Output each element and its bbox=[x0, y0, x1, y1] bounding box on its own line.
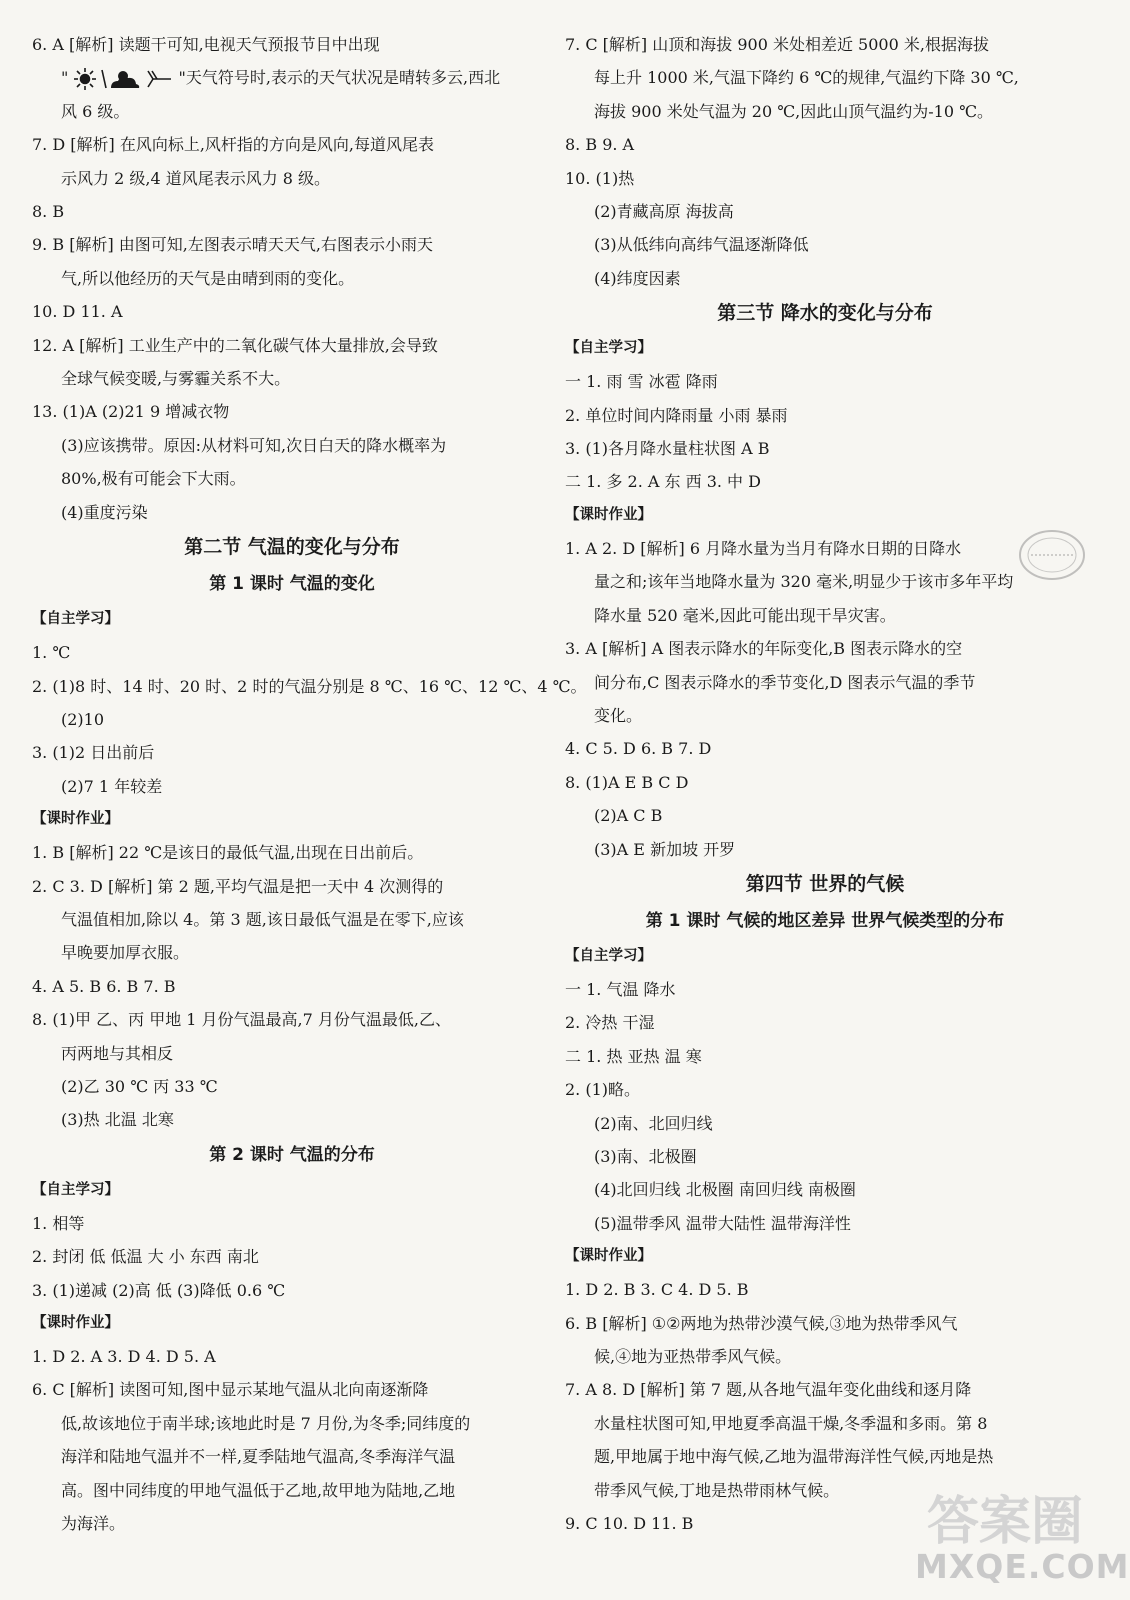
homework-item: (2)乙 30 ℃ 丙 33 ℃ bbox=[61, 1076, 218, 1096]
study-item: (5)温带季风 温带大陆性 温带海洋性 bbox=[594, 1213, 851, 1233]
answer-q10: 10. (1)热 bbox=[565, 168, 635, 188]
answer-q10: (3)从低纬向高纬气温逐渐降低 bbox=[594, 235, 809, 255]
answer-q6-line1: 6. A [解析] 读题干可知,电视天气预报节目中出现 bbox=[32, 35, 380, 54]
answer-q13-line4: (4)重度污染 bbox=[61, 502, 148, 522]
watermark-site: MXQE.COM bbox=[915, 1547, 1130, 1586]
answer-q13-line3: 80%,极有可能会下大雨。 bbox=[61, 469, 246, 489]
homework-item: 丙两地与其相反 bbox=[61, 1043, 174, 1063]
weather-symbol-icon bbox=[73, 66, 173, 92]
left-column bbox=[32, 28, 587, 1540]
self-study-label: 【自主学习】 bbox=[565, 947, 652, 964]
section-2-title: 第二节 气温的变化与分布 bbox=[184, 536, 400, 559]
answer-q7-line1: 7. C [解析] 山顶和海拔 900 米处相差近 5000 米,根据海拔 bbox=[565, 35, 989, 54]
answer-q8: 8. B bbox=[32, 202, 65, 222]
homework-item: 6. C [解析] 读图可知,图中显示某地气温从北向南逐渐降 bbox=[32, 1380, 429, 1400]
homework-item: (3)热 北温 北寒 bbox=[61, 1110, 174, 1130]
study-item: 2. (1)8 时、14 时、20 时、2 时的气温分别是 8 ℃、16 ℃、12 ℃、4 ℃。 bbox=[32, 676, 587, 696]
study-item: (2)10 bbox=[61, 709, 105, 729]
homework-item: 变化。 bbox=[594, 705, 643, 725]
study-item: 2. 封闭 低 低温 大 小 东西 南北 bbox=[32, 1247, 259, 1267]
answer-q6-line3: 风 6 级。 bbox=[61, 101, 130, 121]
lesson-2-title: 第 2 课时 气温的分布 bbox=[209, 1144, 375, 1165]
watermark bbox=[905, 1483, 1130, 1593]
lesson-1-title: 第 1 课时 气温的变化 bbox=[209, 574, 375, 595]
stamp-icon bbox=[1017, 528, 1087, 582]
answer-q13-line1: 13. (1)A (2)21 9 增减衣物 bbox=[32, 402, 230, 422]
answer-q7-line2: 每上升 1000 米,气温下降约 6 ℃的规律,气温约下降 30 ℃, bbox=[594, 68, 1019, 88]
study-item: 3. (1)各月降水量柱状图 A B bbox=[565, 439, 770, 459]
homework-item: 高。图中同纬度的甲地气温低于乙地,故甲地为陆地,乙地 bbox=[61, 1480, 456, 1500]
homework-item: 候,④地为亚热带季风气候。 bbox=[594, 1347, 792, 1366]
self-study-label: 【自主学习】 bbox=[32, 1181, 119, 1198]
homework-item: 9. C 10. D 11. B bbox=[565, 1514, 694, 1534]
study-item: 1. 相等 bbox=[32, 1213, 85, 1233]
answer-q10: (4)纬度因素 bbox=[594, 268, 681, 288]
lesson-1-title: 第 1 课时 气候的地区差异 世界气候类型的分布 bbox=[645, 910, 1005, 931]
answer-q12-line1: 12. A [解析] 工业生产中的二氧化碳气体大量排放,会导致 bbox=[32, 335, 438, 355]
answer-q13-line2: (3)应该携带。原因:从材料可知,次日白天的降水概率为 bbox=[61, 435, 447, 455]
self-study-label: 【自主学习】 bbox=[32, 611, 119, 628]
study-item: 1. ℃ bbox=[32, 643, 71, 663]
homework-item: 4. A 5. B 6. B 7. B bbox=[32, 976, 176, 996]
homework-item: 降水量 520 毫米,因此可能出现干旱灾害。 bbox=[594, 605, 896, 625]
answer-q10: (2)青藏高原 海拔高 bbox=[594, 202, 734, 222]
homework-item: 7. A 8. D [解析] 第 7 题,从各地气温年变化曲线和逐月降 bbox=[565, 1380, 972, 1400]
self-study-label: 【自主学习】 bbox=[565, 340, 652, 357]
study-item: 二 1. 热 亚热 温 寒 bbox=[565, 1046, 702, 1066]
homework-item: 题,甲地属于地中海气候,乙地为温带海洋性气候,丙地是热 bbox=[594, 1447, 994, 1467]
homework-item: 海洋和陆地气温并不一样,夏季陆地气温高,冬季海洋气温 bbox=[61, 1447, 456, 1467]
homework-label: 【课时作业】 bbox=[32, 811, 119, 828]
homework-item: (3)A E 新加坡 开罗 bbox=[594, 839, 736, 859]
homework-item: 早晚要加厚衣服。 bbox=[61, 943, 190, 963]
answer-q7-line2: 示风力 2 级,4 道风尾表示风力 8 级。 bbox=[61, 168, 331, 188]
homework-item: 1. A 2. D [解析] 6 月降水量为当月有降水日期的日降水 bbox=[565, 538, 962, 558]
answer-q9-line2: 气,所以他经历的天气是由晴到雨的变化。 bbox=[61, 268, 355, 288]
homework-item: 为海洋。 bbox=[61, 1514, 126, 1534]
study-item: 2. 单位时间内降雨量 小雨 暴雨 bbox=[565, 405, 788, 425]
homework-label: 【课时作业】 bbox=[565, 1248, 652, 1265]
homework-item: 低,故该地位于南半球;该地此时是 7 月份,为冬季;同纬度的 bbox=[61, 1413, 471, 1433]
homework-item: (2)A C B bbox=[594, 806, 663, 826]
answer-q12-line2: 全球气候变暖,与雾霾关系不大。 bbox=[61, 369, 291, 389]
homework-item: 量之和;该年当地降水量为 320 毫米,明显少于该市多年平均 bbox=[594, 572, 1014, 592]
right-column bbox=[565, 28, 1085, 1540]
section-3-title: 第三节 降水的变化与分布 bbox=[717, 302, 933, 325]
homework-label: 【课时作业】 bbox=[565, 506, 652, 523]
watermark-brand: 答案圈 bbox=[927, 1492, 1084, 1552]
answer-q7-line3: 海拔 900 米处气温为 20 ℃,因此山顶气温约为-10 ℃。 bbox=[594, 101, 993, 121]
quote-open: " bbox=[61, 68, 69, 88]
study-item: (3)南、北极圈 bbox=[594, 1146, 697, 1166]
homework-item: 间分布,C 图表示降水的季节变化,D 图表示气温的季节 bbox=[594, 672, 976, 692]
homework-item: 8. (1)A E B C D bbox=[565, 772, 689, 792]
answer-q9-line1: 9. B [解析] 由图可知,左图表示晴天天气,右图表示小雨天 bbox=[32, 235, 433, 255]
homework-item: 带季风气候,丁地是热带雨林气候。 bbox=[594, 1480, 840, 1500]
homework-item: 气温值相加,除以 4。第 3 题,该日最低气温是在零下,应该 bbox=[61, 909, 464, 929]
study-item: 3. (1)2 日出前后 bbox=[32, 743, 155, 763]
homework-item: 2. C 3. D [解析] 第 2 题,平均气温是把一天中 4 次测得的 bbox=[32, 876, 444, 896]
study-item: (2)7 1 年较差 bbox=[61, 776, 163, 796]
homework-item: 水量柱状图可知,甲地夏季高温干燥,冬季温和多雨。第 8 bbox=[594, 1413, 988, 1433]
homework-item: 4. C 5. D 6. B 7. D bbox=[565, 739, 712, 759]
answer-q7-line1: 7. D [解析] 在风向标上,风杆指的方向是风向,每道风尾表 bbox=[32, 135, 435, 155]
study-item: 3. (1)递减 (2)高 低 (3)降低 0.6 ℃ bbox=[32, 1280, 286, 1300]
study-item: (4)北回归线 北极圈 南回归线 南极圈 bbox=[594, 1180, 856, 1200]
homework-item: 1. D 2. B 3. C 4. D 5. B bbox=[565, 1280, 749, 1300]
weather-symbol-text: "天气符号时,表示的天气状况是晴转多云,西北 bbox=[178, 68, 501, 88]
study-item: (2)南、北回归线 bbox=[594, 1113, 713, 1133]
answer-q6-line2 bbox=[32, 61, 552, 94]
homework-item: 3. A [解析] A 图表示降水的年际变化,B 图表示降水的空 bbox=[565, 639, 963, 659]
section-4-title: 第四节 世界的气候 bbox=[745, 872, 905, 895]
homework-item: 6. B [解析] ①②两地为热带沙漠气候,③地为热带季风气 bbox=[565, 1313, 958, 1333]
study-item: 2. (1)略。 bbox=[565, 1080, 641, 1100]
study-item: 一 1. 气温 降水 bbox=[565, 979, 676, 999]
homework-item: 8. (1)甲 乙、丙 甲地 1 月份气温最高,7 月份气温最低,乙、 bbox=[32, 1010, 451, 1030]
homework-item: 1. B [解析] 22 ℃是该日的最低气温,出现在日出前后。 bbox=[32, 843, 424, 863]
answer-q10-11: 10. D 11. A bbox=[32, 302, 123, 322]
answer-q8-9: 8. B 9. A bbox=[565, 135, 635, 155]
study-item: 二 1. 多 2. A 东 西 3. 中 D bbox=[565, 472, 761, 492]
homework-item: 1. D 2. A 3. D 4. D 5. A bbox=[32, 1347, 216, 1366]
homework-label: 【课时作业】 bbox=[32, 1315, 119, 1331]
study-item: 2. 冷热 干湿 bbox=[565, 1013, 655, 1033]
study-item: 一 1. 雨 雪 冰雹 降雨 bbox=[565, 372, 718, 392]
